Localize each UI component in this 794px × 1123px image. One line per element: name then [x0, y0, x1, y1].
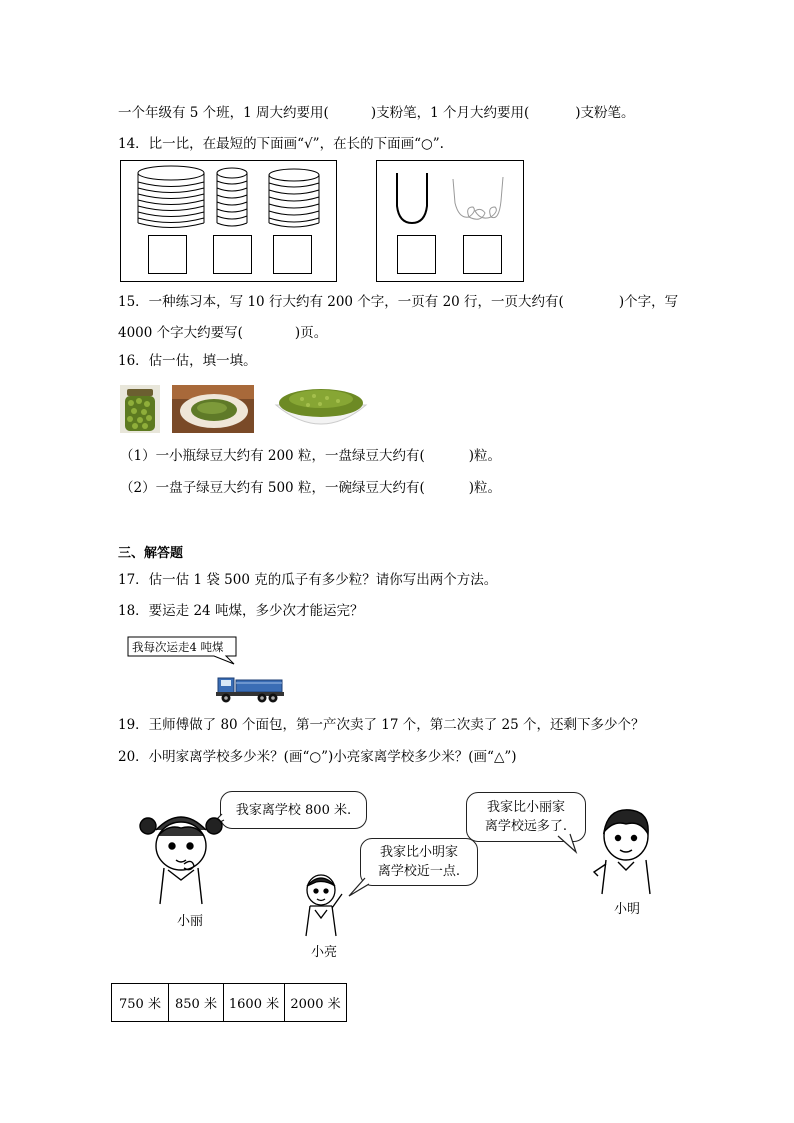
name-xiaoliang: 小亮: [311, 945, 338, 960]
q15-line-1: 15．一种练习本，写 10 行大约有 200 个字，一页有 20 行，一页大约有( )个字，写: [118, 294, 679, 310]
section-title: 三、解答题: [118, 546, 184, 561]
q13-text: 一个年级有 5 个班，1 周大约要用( )支粉笔，1 个月大约要用( )支粉笔。: [118, 105, 635, 121]
speech-bubble-xiaoming: 我家比小丽家 离学校远多了.: [466, 792, 586, 842]
q14-text: 14．比一比，在最短的下面画“√”，在长的下面画“○”.: [118, 136, 444, 152]
boy-xiaoming-icon: [590, 806, 656, 896]
option-cell[interactable]: 2000 米: [285, 984, 347, 1022]
answer-box-stack-1[interactable]: [148, 235, 187, 274]
bubble-tail-xiaoliang: [345, 876, 369, 900]
girl-xiaoli-icon: [138, 806, 224, 906]
q17-text: 17．估一估 1 袋 500 克的瓜子有多少粒？请你写出两个方法。: [118, 572, 498, 588]
q18-text: 18．要运走 24 吨煤，多少次才能运完？: [118, 603, 364, 619]
q16-item-2: （2）一盘子绿豆大约有 500 粒，一碗绿豆大约有( )粒。: [120, 480, 501, 496]
speech-bubble-xiaoli: 我家离学校 800 米.: [220, 791, 367, 829]
boy-xiaoliang-icon: [298, 872, 348, 940]
speech-bubble-xiaoliang: 我家比小明家 离学校近一点.: [360, 838, 478, 886]
ropes-panel: [376, 160, 524, 282]
answer-box-rope-1[interactable]: [397, 235, 436, 274]
answer-box-stack-2[interactable]: [213, 235, 252, 274]
answer-box-stack-3[interactable]: [273, 235, 312, 274]
q20-text: 20．小明家离学校多少米？(画“○”)小亮家离学校多少米？(画“△”): [118, 749, 517, 765]
answer-box-rope-2[interactable]: [463, 235, 502, 274]
mung-bean-plate-image: [172, 385, 254, 433]
q16-item-1: （1）一小瓶绿豆大约有 200 粒，一盘绿豆大约有( )粒。: [120, 448, 501, 464]
bubble-tail-xiaoming: [556, 832, 580, 856]
q19-text: 19．王师傅做了 80 个面包，第一产次卖了 17 个，第二次卖了 25 个，还剩下多少个？: [118, 717, 645, 733]
option-cell[interactable]: 850 米: [169, 984, 224, 1022]
mung-bean-jar-image: [120, 385, 160, 433]
mung-bean-bowl-image: [272, 383, 370, 435]
name-xiaoli: 小丽: [177, 914, 204, 929]
distance-options-table: [111, 983, 347, 1022]
truck-speech-bubble: 我每次运走4 吨煤: [128, 637, 238, 657]
truck-icon: [216, 668, 286, 704]
q16-text: 16．估一估，填一填。: [118, 353, 257, 369]
option-cell[interactable]: 1600 米: [224, 984, 285, 1022]
coin-stacks-panel: [120, 160, 337, 282]
option-cell[interactable]: 750 米: [112, 984, 169, 1022]
q15-line-2: 4000 个字大约要写( )页。: [118, 325, 328, 341]
name-xiaoming: 小明: [614, 902, 641, 917]
